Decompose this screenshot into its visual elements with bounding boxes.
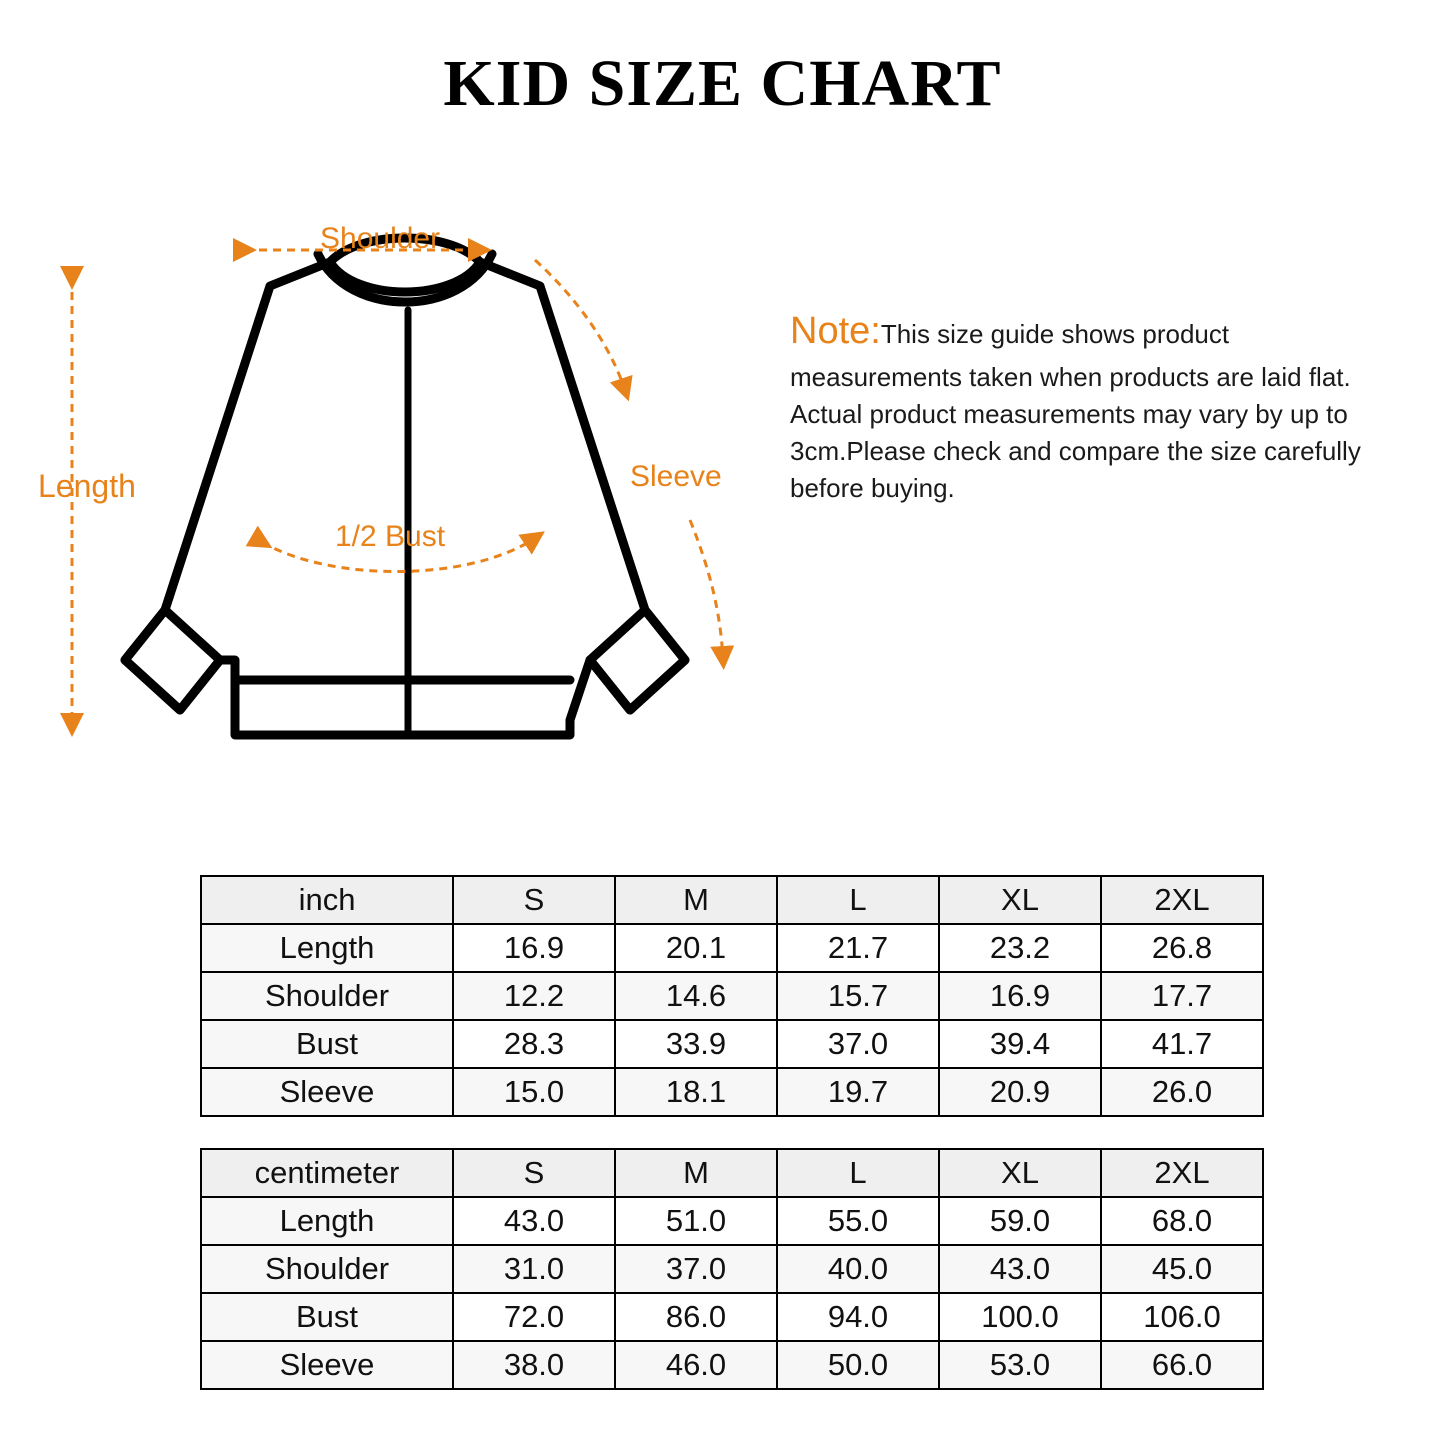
cell-length-s: 16.9	[453, 924, 615, 972]
cell-shoulder-2xl: 17.7	[1101, 972, 1263, 1020]
row-label-sleeve: Sleeve	[201, 1068, 453, 1116]
row-label-bust: Bust	[201, 1020, 453, 1068]
cell-sleeve-m: 18.1	[615, 1068, 777, 1116]
cell-sleeve-2xl: 26.0	[1101, 1068, 1263, 1116]
cell-length-l: 55.0	[777, 1197, 939, 1245]
page-title: KID SIZE CHART	[443, 47, 1002, 120]
note-heading: Note:	[790, 310, 881, 352]
table-row	[201, 972, 1263, 1020]
table-header-m: M	[615, 1149, 777, 1197]
cell-bust-2xl: 41.7	[1101, 1020, 1263, 1068]
row-label-length: Length	[201, 924, 453, 972]
cell-shoulder-2xl: 45.0	[1101, 1245, 1263, 1293]
cell-length-2xl: 68.0	[1101, 1197, 1263, 1245]
cell-sleeve-xl: 53.0	[939, 1341, 1101, 1389]
row-label-sleeve: Sleeve	[201, 1341, 453, 1389]
note-block	[790, 305, 1390, 507]
cell-bust-xl: 100.0	[939, 1293, 1101, 1341]
size-table-inch	[200, 875, 1264, 1117]
table-header-s: S	[453, 1149, 615, 1197]
cell-sleeve-l: 19.7	[777, 1068, 939, 1116]
row-label-length: Length	[201, 1197, 453, 1245]
label-half-bust: 1/2 Bust	[335, 520, 446, 553]
cell-sleeve-s: 38.0	[453, 1341, 615, 1389]
cell-length-2xl: 26.8	[1101, 924, 1263, 972]
cell-bust-s: 28.3	[453, 1020, 615, 1068]
cell-shoulder-m: 14.6	[615, 972, 777, 1020]
cell-shoulder-l: 40.0	[777, 1245, 939, 1293]
cell-sleeve-2xl: 66.0	[1101, 1341, 1263, 1389]
table-row	[201, 876, 1263, 924]
table-header-2xl: 2XL	[1101, 876, 1263, 924]
cell-sleeve-xl: 20.9	[939, 1068, 1101, 1116]
table-header-l: L	[777, 876, 939, 924]
table-row	[201, 1149, 1263, 1197]
table-row	[201, 924, 1263, 972]
cell-shoulder-xl: 43.0	[939, 1245, 1101, 1293]
label-length: Length	[38, 468, 136, 504]
table-header-m: M	[615, 876, 777, 924]
cell-shoulder-s: 12.2	[453, 972, 615, 1020]
cell-bust-xl: 39.4	[939, 1020, 1101, 1068]
table-header-l: L	[777, 1149, 939, 1197]
cell-shoulder-m: 37.0	[615, 1245, 777, 1293]
table-header-s: S	[453, 876, 615, 924]
cell-shoulder-l: 15.7	[777, 972, 939, 1020]
table-header-unit: centimeter	[201, 1149, 453, 1197]
cell-length-xl: 23.2	[939, 924, 1101, 972]
note-text: This size guide shows product measurements taken when products are laid flat. Actual product measurements may vary by up to 3cm.Please check and compare the size carefully before buying.	[790, 319, 1361, 503]
table-row	[201, 1293, 1263, 1341]
label-shoulder: Shoulder	[320, 222, 441, 255]
cell-length-l: 21.7	[777, 924, 939, 972]
table-header-xl: XL	[939, 876, 1101, 924]
cell-length-xl: 59.0	[939, 1197, 1101, 1245]
cell-length-m: 20.1	[615, 924, 777, 972]
row-label-bust: Bust	[201, 1293, 453, 1341]
table-row	[201, 1341, 1263, 1389]
table-row	[201, 1068, 1263, 1116]
cell-bust-m: 86.0	[615, 1293, 777, 1341]
table-header-xl: XL	[939, 1149, 1101, 1197]
cell-bust-l: 94.0	[777, 1293, 939, 1341]
cell-bust-l: 37.0	[777, 1020, 939, 1068]
cell-sleeve-m: 46.0	[615, 1341, 777, 1389]
table-row	[201, 1245, 1263, 1293]
cell-sleeve-l: 50.0	[777, 1341, 939, 1389]
table-row	[201, 1020, 1263, 1068]
cell-bust-2xl: 106.0	[1101, 1293, 1263, 1341]
cell-bust-m: 33.9	[615, 1020, 777, 1068]
table-header-unit: inch	[201, 876, 453, 924]
row-label-shoulder: Shoulder	[201, 1245, 453, 1293]
cell-sleeve-s: 15.0	[453, 1068, 615, 1116]
label-sleeve: Sleeve	[630, 460, 722, 493]
table-header-2xl: 2XL	[1101, 1149, 1263, 1197]
cell-length-m: 51.0	[615, 1197, 777, 1245]
cell-shoulder-xl: 16.9	[939, 972, 1101, 1020]
size-table-centimeter	[200, 1148, 1264, 1390]
cell-bust-s: 72.0	[453, 1293, 615, 1341]
garment-diagram	[30, 190, 790, 790]
cell-length-s: 43.0	[453, 1197, 615, 1245]
table-row	[201, 1197, 1263, 1245]
cell-shoulder-s: 31.0	[453, 1245, 615, 1293]
row-label-shoulder: Shoulder	[201, 972, 453, 1020]
